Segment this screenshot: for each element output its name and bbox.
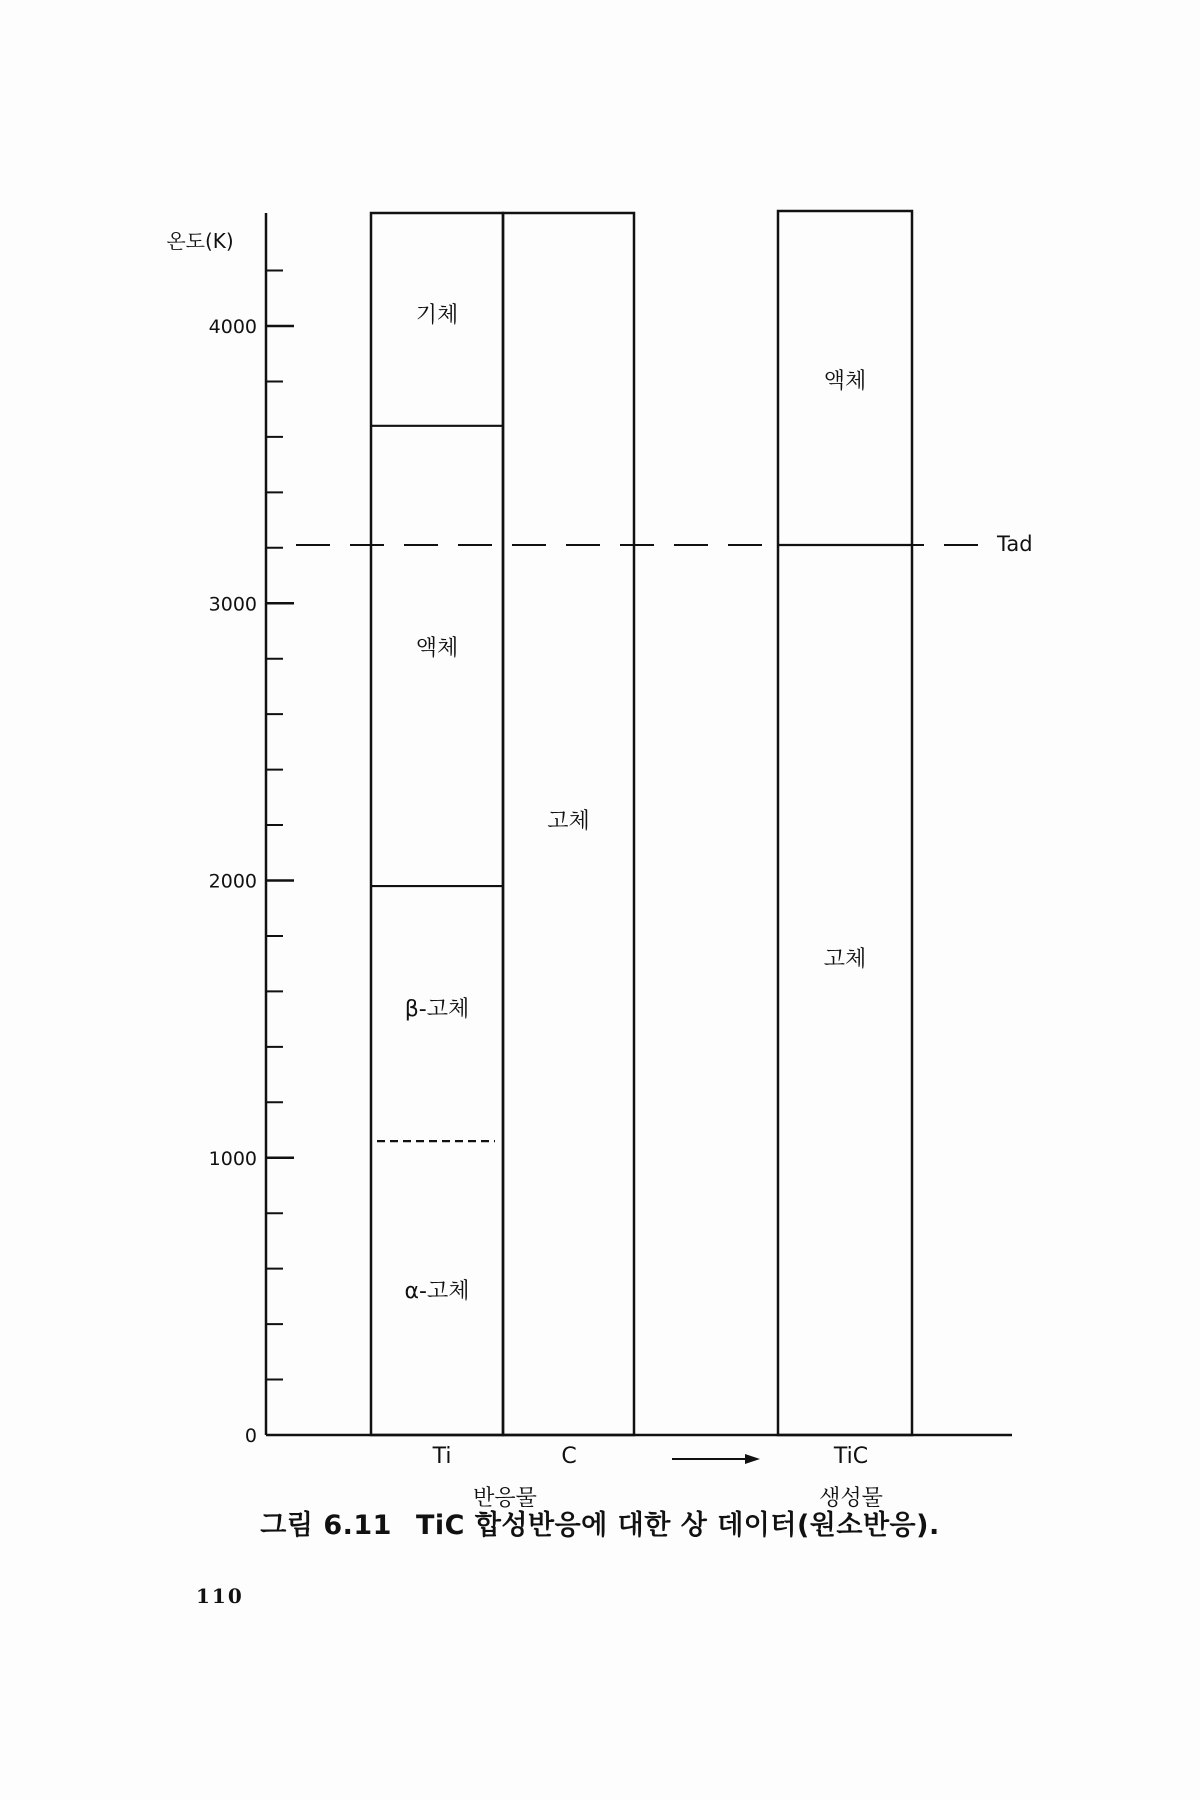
phase-label: 액체 [415, 636, 459, 661]
tick-label: 3000 [208, 593, 257, 616]
column-box [778, 211, 912, 1435]
phase-label: 고체 [823, 947, 867, 972]
column-label-c: C [561, 1444, 577, 1469]
phase-label: 고체 [547, 809, 590, 834]
tick-label: 1000 [208, 1147, 257, 1170]
page-number: 110 [196, 1584, 244, 1608]
figure-caption [0, 1503, 1200, 1542]
phase-label: α-고체 [404, 1279, 470, 1304]
column-box [371, 213, 503, 1435]
reaction-arrow [672, 1454, 760, 1464]
column-label-tic: TiC [833, 1444, 869, 1469]
column-tic [778, 211, 912, 1435]
axis-title: 온도(K) [166, 229, 234, 253]
phase-label: β-고체 [404, 997, 470, 1022]
adiabatic-temperature-line [296, 532, 1033, 556]
axis-ticks [209, 271, 294, 1447]
phase-label: 기체 [415, 303, 459, 328]
reactants-label: 반응물 [473, 1486, 537, 1511]
tad-label: Tad [997, 532, 1033, 557]
tick-label: 0 [244, 1425, 257, 1447]
figure-caption-text: TiC 합성반응에 대한 상 데이터(원소반응). [415, 1510, 940, 1541]
phase-label: 액체 [823, 369, 867, 394]
figure-number: 그림 6.11 [260, 1510, 392, 1541]
tick-label: 4000 [208, 316, 257, 338]
column-c [503, 213, 634, 1435]
column-label-ti: Ti [432, 1444, 452, 1469]
products-label: 생성물 [819, 1486, 883, 1511]
column-ti [371, 213, 503, 1435]
tick-label: 2000 [208, 870, 257, 893]
arrow-head [745, 1454, 760, 1464]
